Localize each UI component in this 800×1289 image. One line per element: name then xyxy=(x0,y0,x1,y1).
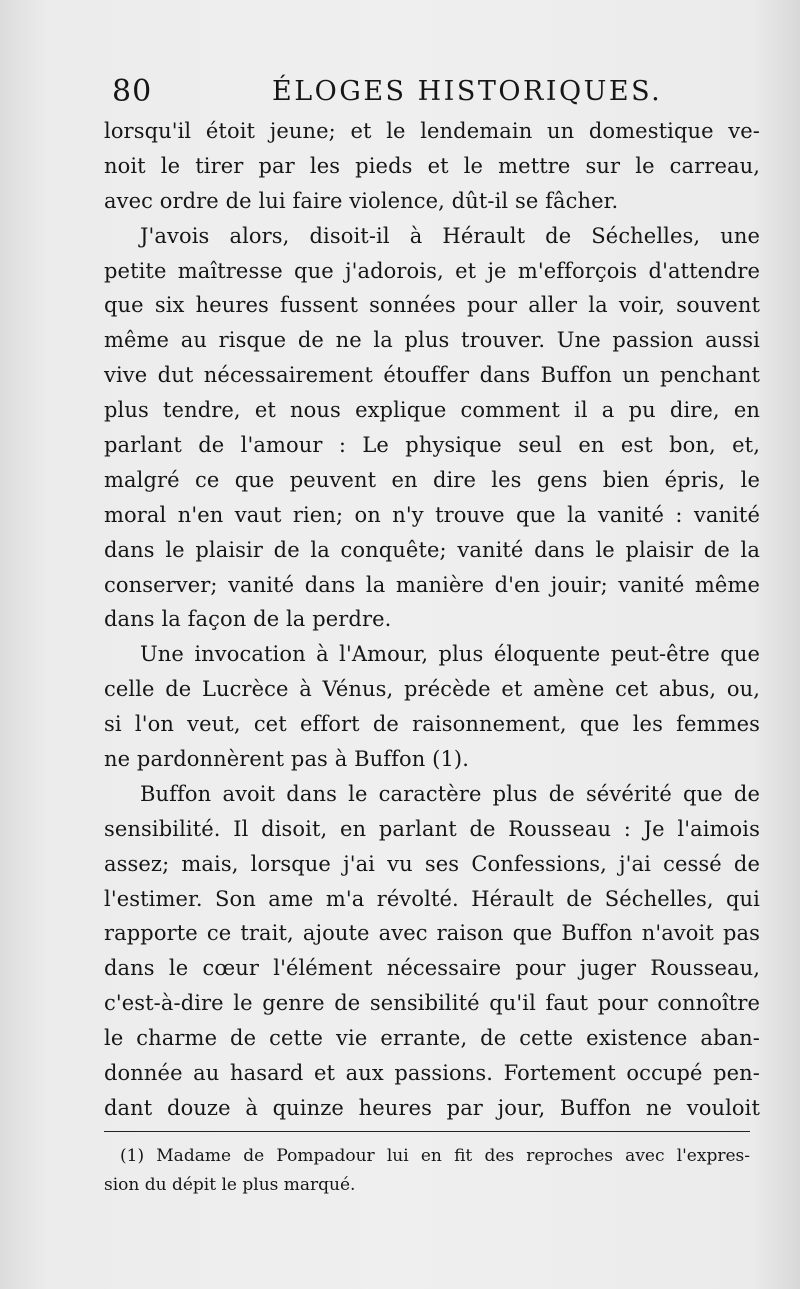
text-line: dans le plaisir de la conquête; vanité dans le plaisir de la xyxy=(104,537,760,562)
footnote xyxy=(104,1142,750,1200)
text-line: moral n'en vaut rien; on n'y trouve que la vanité : vanité xyxy=(104,502,760,527)
text-line: noit le tirer par les pieds et le mettre sur le carreau, xyxy=(104,153,760,178)
text-line: si l'on veut, cet effort de raisonnement, que les femmes xyxy=(104,712,760,737)
footnote-line: (1) Madame de Pompadour lui en fit des reproches avec l'expres- xyxy=(120,1146,750,1166)
text-line: avec ordre de lui faire violence, dût-il se fâcher. xyxy=(104,188,619,213)
text-line: dans la façon de la perdre. xyxy=(104,607,392,632)
text-line: celle de Lucrèce à Vénus, précède et amène cet abus, ou, xyxy=(104,677,760,702)
text-line: parlant de l'amour : Le physique seul en est bon, et, xyxy=(104,433,760,458)
text-line: dans le cœur l'élément nécessaire pour juger Rousseau, xyxy=(104,956,760,981)
text-line: l'estimer. Son ame m'a révolté. Hérault de Séchelles, qui xyxy=(104,886,760,911)
footnote-line: sion du dépit le plus marqué. xyxy=(104,1175,356,1195)
text-line: le charme de cette vie errante, de cette existence aban- xyxy=(104,1026,760,1051)
text-line: assez; mais, lorsque j'ai vu ses Confessions, j'ai cessé de xyxy=(104,851,760,876)
text-line: lorsqu'il étoit jeune; et le lendemain un domestique ve- xyxy=(104,119,760,143)
text-line: même au risque de ne la plus trouver. Une passion aussi xyxy=(104,328,760,353)
text-line: conserver; vanité dans la manière d'en jouir; vanité même xyxy=(104,572,760,597)
text-line: que six heures fussent sonnées pour aller la voir, souvent xyxy=(104,293,760,318)
text-line: rapporte ce trait, ajoute avec raison que Buffon n'avoit pas xyxy=(104,921,760,946)
page-number: 80 xyxy=(112,74,153,109)
text-line: malgré ce que peuvent en dire les gens bien épris, le xyxy=(104,467,760,492)
text-line: sensibilité. Il disoit, en parlant de Rousseau : Je l'aimois xyxy=(104,816,760,841)
text-line: plus tendre, et nous explique comment il a pu dire, en xyxy=(104,398,760,423)
footnote-rule xyxy=(104,1131,750,1132)
page-header xyxy=(112,72,672,112)
running-head: ÉLOGES HISTORIQUES. xyxy=(272,76,663,107)
text-line: Une invocation à l'Amour, plus éloquente peut-être que xyxy=(140,642,760,667)
text-line: vive dut nécessairement étouffer dans Buffon un penchant xyxy=(104,363,760,388)
text-line: Buffon avoit dans le caractère plus de sévérité que de xyxy=(140,781,760,806)
text-line: donnée au hasard et aux passions. Fortement occupé pen- xyxy=(104,1061,760,1086)
body-text xyxy=(104,114,760,1126)
text-line: petite maîtresse que j'adorois, et je m'efforçois d'attendre xyxy=(104,258,760,283)
text-line: c'est-à-dire le genre de sensibilité qu'il faut pour connoître xyxy=(104,991,760,1016)
text-line: ne pardonnèrent pas à Buffon (1). xyxy=(104,747,469,772)
text-line: dant douze à quinze heures par jour, Buffon ne vouloit xyxy=(104,1095,760,1120)
text-line: J'avois alors, disoit-il à Hérault de Séchelles, une xyxy=(140,223,760,248)
